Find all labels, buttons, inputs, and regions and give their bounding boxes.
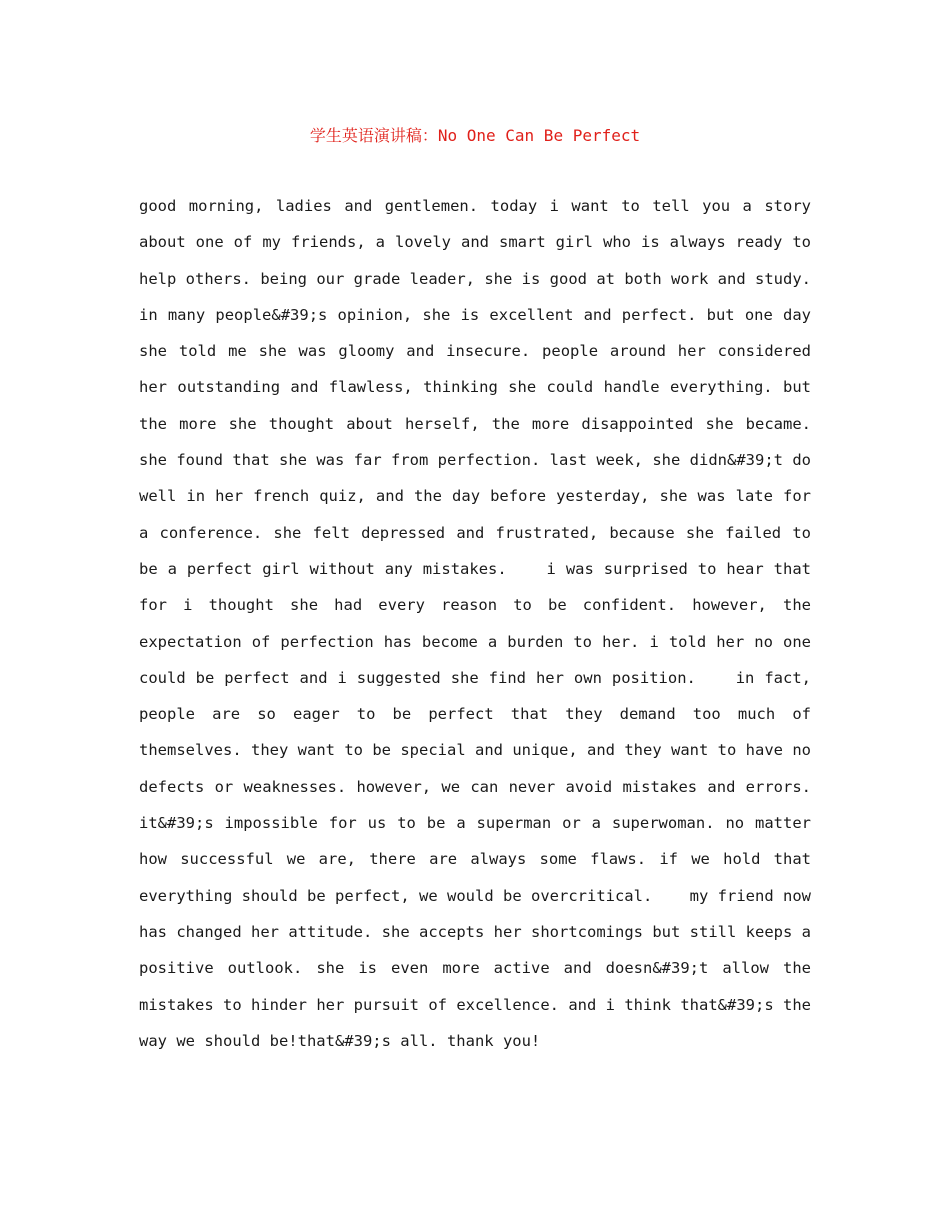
body-line: she told me she was gloomy and insecure. people around her considered — [139, 342, 811, 361]
body-line: mistakes to hinder her pursuit of excellence. and i think that&#39;s the — [139, 995, 811, 1014]
body-line: be a perfect girl without any mistakes. i was surprised to hear that — [139, 559, 811, 578]
body-line: how successful we are, there are always some flaws. if we hold that — [139, 850, 811, 869]
body-line-last: way we should be!that&#39;s all. thank you! — [139, 1031, 541, 1050]
body-line: it&#39;s impossible for us to be a superman or a superwoman. no matter — [139, 814, 811, 833]
body-line: good morning, ladies and gentlemen. today i want to tell you a story — [139, 197, 811, 215]
body-line: everything should be perfect, we would be overcritical. my friend now — [139, 886, 811, 905]
body-line: expectation of perfection has become a burden to her. i told her no one — [139, 632, 811, 651]
body-line: help others. being our grade leader, she is good at both work and study. — [139, 269, 811, 288]
body-line: her outstanding and flawless, thinking she could handle everything. but — [139, 378, 811, 397]
body-line: defects or weaknesses. however, we can never avoid mistakes and errors. — [139, 777, 811, 796]
body-line: themselves. they want to be special and unique, and they want to have no — [139, 741, 811, 760]
body-line: in many people&#39;s opinion, she is excellent and perfect. but one day — [139, 305, 811, 324]
document-title: 学生英语演讲稿：No One Can Be Perfect — [309, 126, 641, 145]
body-line: she found that she was far from perfection. last week, she didn&#39;t do — [139, 451, 811, 470]
body-line: people are so eager to be perfect that they demand too much of — [139, 705, 811, 724]
body-line: positive outlook. she is even more active and doesn&#39;t allow the — [139, 959, 811, 978]
body-line: has changed her attitude. she accepts her shortcomings but still keeps a — [139, 922, 811, 941]
body-line: a conference. she felt depressed and frustrated, because she failed to — [139, 523, 811, 542]
body-line: well in her french quiz, and the day before yesterday, she was late for — [139, 487, 811, 506]
document-body — [139, 188, 811, 1059]
body-line: for i thought she had every reason to be confident. however, the — [139, 596, 811, 615]
body-line: could be perfect and i suggested she find her own position. in fact, — [139, 668, 811, 687]
body-line: the more she thought about herself, the more disappointed she became. — [139, 414, 811, 433]
body-line: about one of my friends, a lovely and smart girl who is always ready to — [139, 233, 811, 252]
